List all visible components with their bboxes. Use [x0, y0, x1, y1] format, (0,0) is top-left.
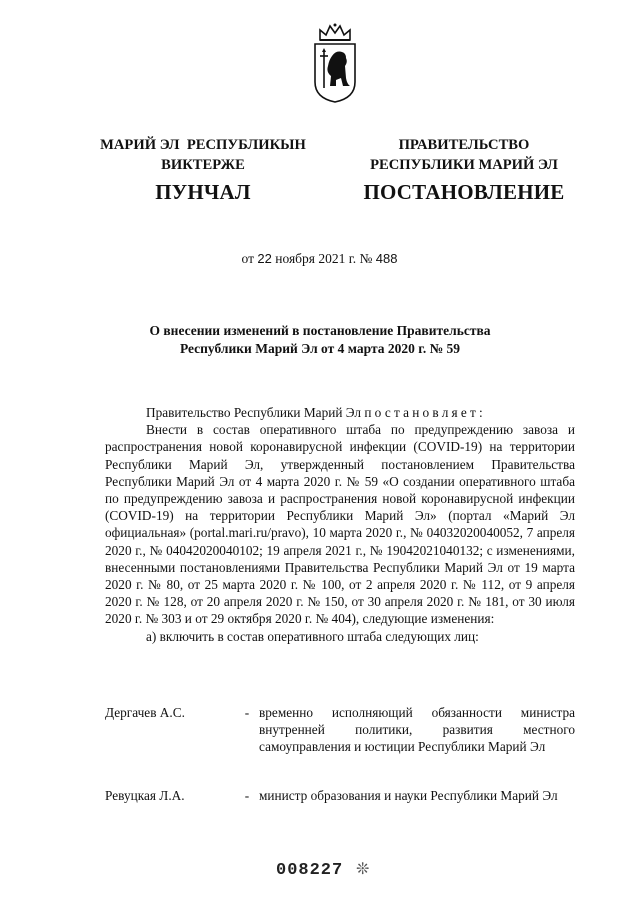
date-month-year: ноября 2021 г. № — [275, 251, 373, 266]
header-right-line2: РЕСПУБЛИКИ МАРИЙ ЭЛ — [370, 157, 558, 173]
header-left-doc-type: ПУНЧАЛ — [155, 180, 251, 204]
header-right-line1: ПРАВИТЕЛЬСТВО — [398, 137, 530, 153]
header-marii-block — [82, 135, 324, 205]
header-left-line1: МАРИЙ ЭЛ РЕСПУБЛИКЫН — [100, 137, 306, 153]
person-description: временно исполняющий обязанности министра внутренней политики, развития местного самоуправления и юстиции Республики Марий Эл — [259, 705, 575, 755]
person-entry — [105, 787, 575, 804]
document-body — [105, 404, 575, 645]
header-right-doc-type: ПОСТАНОВЛЕНИЕ — [363, 180, 565, 204]
form-serial-number: 008227 — [276, 861, 344, 880]
person-name: Дергачев А.С. — [105, 705, 185, 720]
header-left-line2: ВИКТЕРЖЕ — [161, 157, 245, 173]
subject-line2: Республики Марий Эл от 4 марта 2020 г. № 59 — [179, 341, 461, 356]
subject-line1: О внесении изменений в постановление Правительства — [149, 323, 491, 338]
person-description: министр образования и науки Республики Марий Эл — [259, 788, 558, 803]
document-subject — [100, 322, 540, 358]
person-entry — [105, 704, 575, 756]
header-russian-block — [344, 135, 584, 205]
coat-of-arms-emblem — [312, 22, 358, 104]
date-prefix: от — [241, 251, 255, 266]
date-day: 22 — [257, 251, 272, 266]
main-paragraph: Внести в состав оперативного штаба по предупреждению завоза и распространения новой коронавирусной инфекции (COVID-19) на территории Республики Марий Эл, утвержденный постановлением Правительства Республики Марий Эл от 4 марта 2020 г. № 59 «О создании оперативного штаба по предупреждению завоза и распространения новой коронавирусной инфекции (COVID-19) на территории Республики Марий Эл» (портал «Марий Эл официальная» (portal.mari.ru/pravo), 10 марта 2020 г., № 04032020040052, 7 апреля 2020 г., № 04042020040102; 19 апреля 2021 г., № 19042021040132; с изменениями, внесенными постановлениями Правительства Республики Марий Эл от 19 марта 2020 г. № 80, от 25 марта 2020 г. № 100, от 2 апреля 2020 г. № 112, от 9 апреля 2020 г. № 128, от 20 апреля 2020 г. № 150, от 30 апреля 2020 г. № 181, от 30 июля 2020 г. № 303 и от 29 октября 2020 г. № 404), следующие изменения: — [105, 422, 575, 627]
person-dash: - — [244, 705, 250, 720]
intro-prefix: Правительство Республики Марий Эл — [146, 405, 362, 420]
person-dash: - — [244, 788, 250, 803]
person-name: Ревуцкая Л.А. — [105, 788, 185, 803]
intro-verb: постановляет: — [364, 405, 486, 420]
item-a-paragraph: а) включить в состав оперативного штаба следующих лиц: — [146, 628, 479, 644]
document-date-line — [0, 251, 639, 267]
intro-paragraph — [105, 404, 575, 421]
ornament-star-icon: ❊ — [356, 861, 370, 878]
document-number: 488 — [375, 251, 398, 266]
